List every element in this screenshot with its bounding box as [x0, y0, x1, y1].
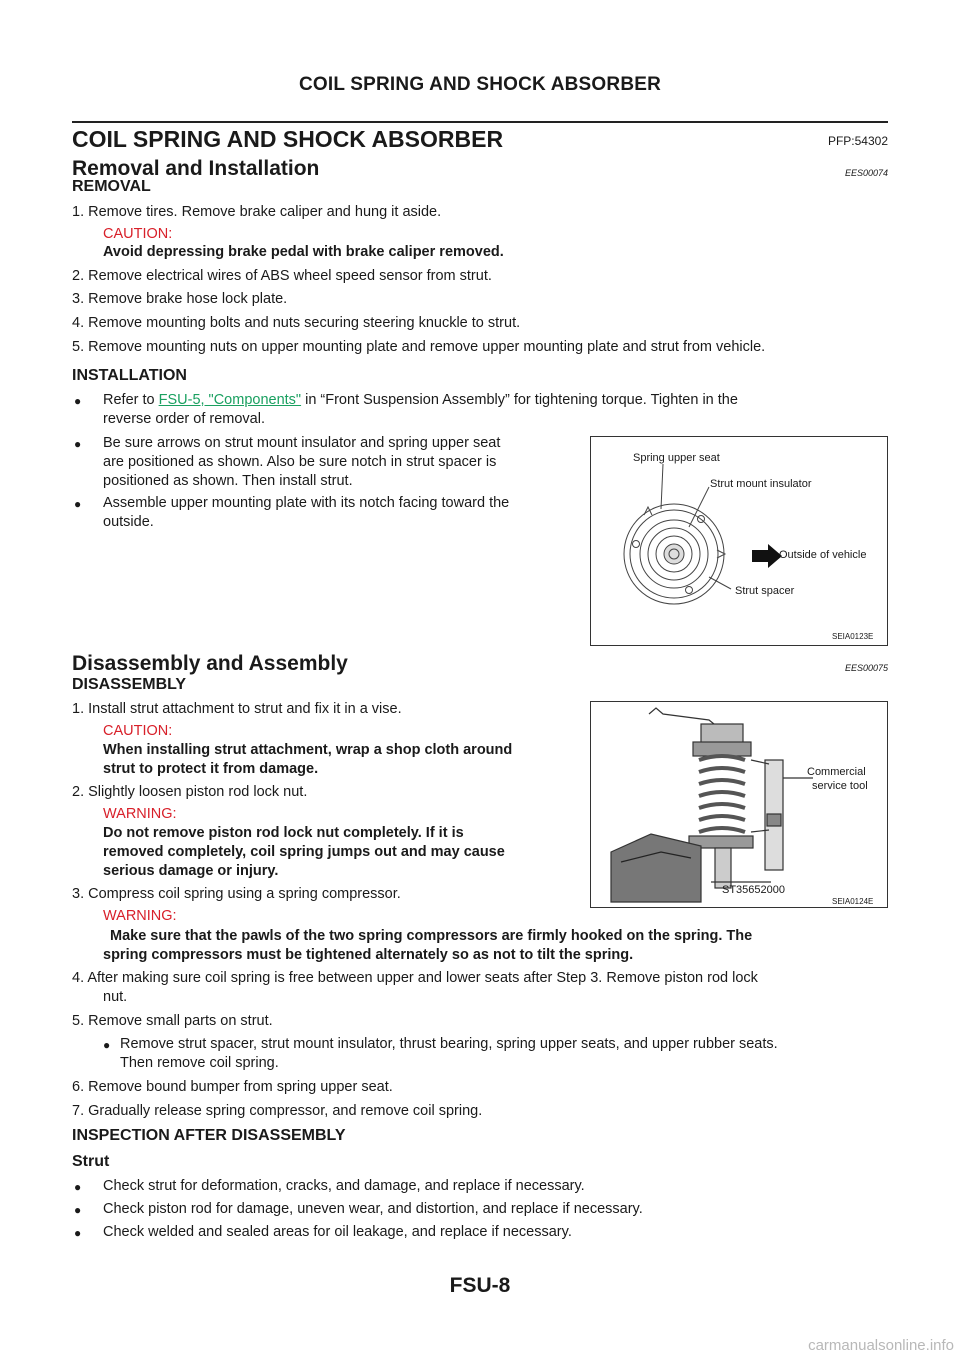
removal-caution-text: Avoid depressing brake pedal with brake caliper removed. — [103, 244, 504, 260]
warning-2-label: WARNING: — [103, 908, 177, 924]
disassembly-caution-label: CAUTION: — [103, 723, 173, 739]
disassembly-step-2: 2. Slightly loosen piston rod lock nut. — [72, 784, 308, 800]
header-rule — [72, 121, 888, 123]
bullet-icon: ● — [74, 1226, 82, 1240]
bullet-icon: ● — [74, 1203, 82, 1217]
warning-1-label: WARNING: — [103, 806, 177, 822]
installation-bullet-2-l2: are positioned as shown. Also be sure notch in strut spacer is — [103, 454, 497, 470]
pfp-code: PFP:54302 — [827, 134, 888, 148]
figure-2-code: SEIA0124E — [832, 897, 874, 906]
inspection-bullet-3: Check welded and sealed areas for oil leakage, and replace if necessary. — [103, 1224, 572, 1240]
disassembly-step-7: 7. Gradually release spring compressor, and remove coil spring. — [72, 1103, 483, 1119]
inspection-bullet-2: Check piston rod for damage, uneven wear, and distortion, and replace if necessary. — [103, 1201, 643, 1217]
removal-step-3: 3. Remove brake hose lock plate. — [72, 291, 288, 307]
figure-1-code: SEIA0123E — [832, 632, 874, 641]
disassembly-step-4-l2: nut. — [103, 989, 128, 1005]
disassembly-caution-l2: strut to protect it from damage. — [103, 761, 319, 777]
installation-bullet-1 — [103, 391, 888, 410]
disassembly-step-5-sub-l1: Remove strut spacer, strut mount insulator, thrust bearing, spring upper seats, and upper rubber seats. — [120, 1036, 778, 1052]
bullet-icon: ● — [103, 1038, 111, 1052]
bullet-icon: ● — [74, 394, 82, 408]
removal-installation-code: EES00074 — [844, 168, 888, 178]
disassembly-step-4-l1: 4. After making sure coil spring is free between upper and lower seats after Step 3. Remove piston rod lock — [72, 970, 758, 986]
section-title: COIL SPRING AND SHOCK ABSORBER — [72, 126, 504, 152]
removal-step-5: 5. Remove mounting nuts on upper mounting plate and remove upper mounting plate and strut from vehicle. — [72, 339, 766, 355]
installation-b1-post: in “Front Suspension Assembly” for tightening torque. Tighten in the — [301, 392, 738, 408]
label-service-tool: service tool — [812, 780, 868, 792]
disassembly-assembly-code: EES00075 — [844, 663, 888, 673]
fsu-5-components-link[interactable]: FSU-5, "Components" — [158, 392, 302, 408]
warning-1-l2: removed completely, coil spring jumps out and may cause — [103, 844, 505, 860]
label-commercial: Commercial — [807, 766, 866, 778]
removal-heading: REMOVAL — [72, 178, 151, 195]
removal-step-2: 2. Remove electrical wires of ABS wheel speed sensor from strut. — [72, 268, 492, 284]
removal-step-1: 1. Remove tires. Remove brake caliper and hung it aside. — [72, 204, 442, 220]
page-header-title: COIL SPRING AND SHOCK ABSORBER — [298, 74, 662, 95]
disassembly-caution-l1: When installing strut attachment, wrap a shop cloth around — [103, 742, 513, 758]
figure-spring-compressor — [590, 701, 888, 908]
label-outside-of-vehicle: Outside of vehicle — [779, 549, 867, 561]
watermark: carmanualsonline.info — [808, 1337, 954, 1354]
installation-heading: INSTALLATION — [72, 367, 187, 384]
spring-compressor-diagram — [591, 702, 887, 907]
label-spring-upper-seat: Spring upper seat — [633, 452, 720, 464]
inspection-subheading-strut: Strut — [72, 1153, 110, 1170]
bullet-icon: ● — [74, 497, 82, 511]
label-strut-spacer: Strut spacer — [735, 585, 795, 597]
bullet-icon: ● — [74, 437, 82, 451]
disassembly-assembly-title: Disassembly and Assembly — [72, 652, 348, 675]
label-tool-number: ST35652000 — [722, 884, 785, 896]
installation-bullet-1-line2: reverse order of removal. — [103, 411, 265, 427]
warning-1-l3: serious damage or injury. — [103, 863, 279, 879]
removal-step-4: 4. Remove mounting bolts and nuts securing steering knuckle to strut. — [72, 315, 521, 331]
arrow-right-icon — [752, 544, 782, 568]
warning-1-l1: Do not remove piston rod lock nut completely. If it is — [103, 825, 464, 841]
warning-2-l1: Make sure that the pawls of the two spring compressors are firmly hooked on the spring. The — [110, 928, 753, 944]
disassembly-step-5-sub-l2: Then remove coil spring. — [120, 1055, 279, 1071]
installation-bullet-3-l1: Assemble upper mounting plate with its notch facing toward the — [103, 495, 510, 511]
disassembly-heading: DISASSEMBLY — [72, 676, 187, 693]
figure-strut-mount — [590, 436, 888, 646]
disassembly-step-1: 1. Install strut attachment to strut and fix it in a vise. — [72, 701, 402, 717]
strut-mount-diagram — [591, 437, 887, 645]
label-strut-mount-insulator: Strut mount insulator — [710, 478, 812, 490]
inspection-bullet-1: Check strut for deformation, cracks, and damage, and replace if necessary. — [103, 1178, 585, 1194]
installation-bullet-2-l3: positioned as shown. Then install strut. — [103, 473, 353, 489]
installation-b1-pre: Refer to — [103, 392, 159, 408]
removal-installation-title: Removal and Installation — [72, 157, 320, 180]
disassembly-step-6: 6. Remove bound bumper from spring upper seat. — [72, 1079, 393, 1095]
page-number: FSU-8 — [449, 1274, 511, 1297]
removal-caution-label: CAUTION: — [103, 226, 173, 242]
disassembly-step-5: 5. Remove small parts on strut. — [72, 1013, 273, 1029]
inspection-heading: INSPECTION AFTER DISASSEMBLY — [72, 1127, 346, 1144]
installation-bullet-2-l1: Be sure arrows on strut mount insulator and spring upper seat — [103, 435, 501, 451]
installation-bullet-3-l2: outside. — [103, 514, 154, 530]
bullet-icon: ● — [74, 1180, 82, 1194]
warning-2-l2: spring compressors must be tightened alternately so as not to tilt the spring. — [103, 947, 634, 963]
disassembly-step-3: 3. Compress coil spring using a spring compressor. — [72, 886, 401, 902]
